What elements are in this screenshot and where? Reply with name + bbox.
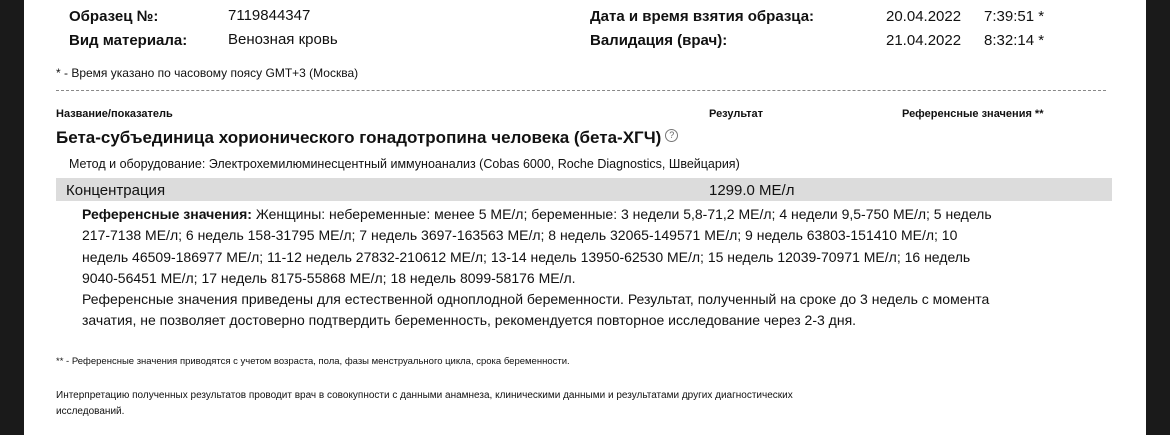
method-line (69, 157, 740, 171)
sample-number-label: Образец №: (69, 8, 159, 25)
lab-report-sheet (24, 0, 1146, 435)
column-header-reference: Референсные значения ** (902, 108, 1044, 120)
validation-date: 21.04.2022 (886, 32, 962, 49)
reference-note: Референсные значения приведены для естественной одноплодной беременности. Результат, полученный на сроке до 3 недель с момента зачатия, не позволяет достоверно подтвердить беременность, рекомендуется повторное исследование через 2-3 дня. (82, 291, 990, 329)
method-value: Электрохемилюминесцентный иммуноанализ (Cobas 6000, Roche Diagnostics, Швейцария) (208, 157, 740, 171)
column-header-result: Результат (709, 108, 764, 120)
help-icon[interactable]: ? (665, 129, 678, 142)
validation-label: Валидация (врач): (590, 32, 728, 49)
material-value: Венозная кровь (228, 31, 338, 48)
sample-number-value: 7119844347 (228, 7, 311, 24)
column-header-name: Название/показатель (56, 108, 173, 120)
method-label: Метод и оборудование: (69, 157, 206, 171)
reference-text: Женщины: небеременные: менее 5 МЕ/л; беременные: 3 недели 5,8-71,2 МЕ/л; 4 недели 9,5-750 МЕ/л; 5 недель 217-7138 МЕ/л; 6 недель 158-31795 МЕ/л; 7 недель 3697-163563 МЕ/л; 8 недель 32065-149571 МЕ/л; 9 недель 63803-151410 МЕ/л; 10 недель 46509-186977 МЕ/л; 11-12 недель 27832-210612 МЕ/л; 13-14 недель 13950-62530 МЕ/л; 15 недель 12039-70971 МЕ/л; 16 недель 9040-56451 МЕ/л; 17 недель 8175-55868 МЕ/л; 18 недель 8099-58176 МЕ/л. (82, 206, 992, 286)
result-value: 1299.0 МЕ/л (709, 182, 795, 199)
test-title (56, 128, 678, 148)
sampling-time: 7:39:51 * (984, 8, 1045, 25)
material-label: Вид материала: (69, 32, 188, 49)
validation-time: 8:32:14 * (984, 32, 1045, 49)
parameter-name: Концентрация (66, 182, 166, 199)
timezone-note: * - Время указано по часовому поясу GMT+3 (Москва) (56, 66, 359, 80)
test-title-text: Бета-субъединица хорионического гонадотропина человека (бета-ХГЧ) (56, 128, 662, 147)
interpretation-note: Интерпретацию полученных результатов проводит врач в совокупности с данными анамнеза, клиническими данными и результатами других диагностических исследований. (56, 390, 793, 417)
footnote: ** - Референсные значения приводятся с учетом возраста, пола, фазы менструального цикла, срока беременности. (56, 356, 570, 367)
result-row (56, 178, 1112, 201)
reference-label: Референсные значения: (82, 206, 252, 222)
sampling-date: 20.04.2022 (886, 8, 962, 25)
sampling-datetime-label: Дата и время взятия образца: (590, 8, 815, 25)
reference-values-block (82, 204, 1002, 332)
dotted-divider (56, 90, 1106, 91)
